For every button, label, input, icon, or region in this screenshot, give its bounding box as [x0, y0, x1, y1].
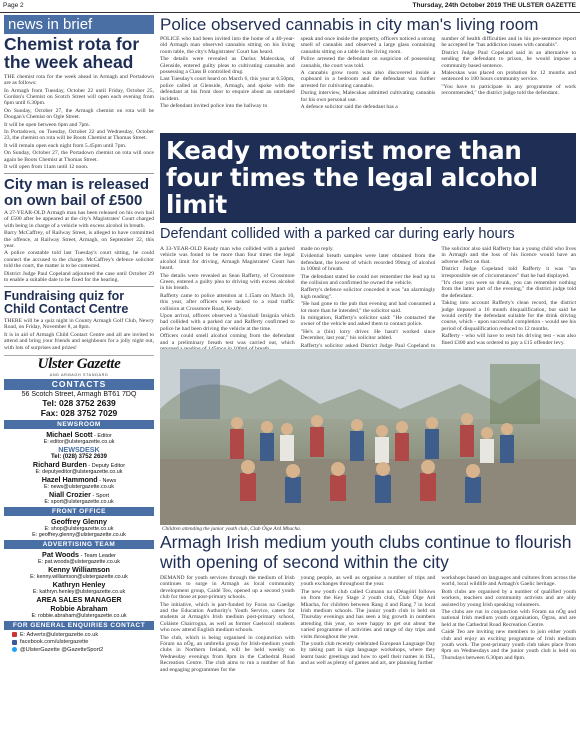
news-in-brief-sidebar	[4, 15, 154, 731]
page-number: Page 2	[3, 2, 24, 9]
newsdesk-label: NEWSDESK	[58, 444, 100, 454]
address: 56 Scotch Street, Armagh BT61 7DQ	[21, 390, 137, 398]
email-link[interactable]: E: Adverts@ulstergazette.co.uk	[4, 631, 154, 639]
contact-email[interactable]: E: shop@ulstergazette.co.uk	[44, 525, 114, 532]
date-and-paper: Thursday, 24th October 2019 THE ULSTER GAZETTE	[412, 2, 576, 9]
contact-email[interactable]: E: geoffrey.glenny@ulstergazette.co.uk	[32, 531, 126, 538]
drink-drive-headline: Keady motorist more than four times the legal alcohol limit	[160, 133, 576, 223]
drink-drive-body: A 33-YEAR-OLD Keady man who collided with a parked vehicle was found to be more than four times the legal alcohol limit for driving, Armagh Magistrates' Court has heard. The details were revealed as Sean Rafferty, of Crossmore Green, entered a guilty plea to driving with excess alcohol in his breath. Rafferty came to police attention at 1.15am on March 10, this year, after officers were tasked to a road traffic collision at Crossmore Road, Keady. Upon arrival, officers observed a Vauxhall Insignia which had collided with a parked car and Rafferty confirmed to police he had been driving the vehicle at the time. Officers could smell alcohol coming from the defendant and a preliminary breath test was carried out, which made no reply. Evidential breath samples were later obtained from the defendant, the lowest of which recorded 99mcg of alcohol in 100ml of breath. The defendant stated he could not remember the lead up to the collision and confirmed he owned the vehicle. Rafferty's defence solicitor conceded it was "an alarmingly high reading". "He had gone to the pub that evening and had consumed a lot more than he intended," the solicitor said. In mitigation, Rafferty's solicitor said: "He contacted the owner of the vehicle and asked them to contact police. "He's a (bin) lorry driver. He hasn't worked since December, last year," his solicitor added. Rafferty's solicitor asked District Judge Paul Copeland to The solicitor also said Rafferty has a young child who lives in Armagh and the loss of his licence would have an adverse effect on that. District Judge Copeland told Rafferty it was "an irresponsible set of circumstances" that he had displayed. "It's clear you were so drunk, you can remember nothing from the latter part of the evening," the district judge told the defendant. Taking into account Rafferty's clean record, the district judge imposed a 16 month disqualification, but said he would certify the defendant suitable for the drink driving course, which - upon successful completion - would see his period of disqualification reduced to 12 months. Rafferty - who will have to resit his driving test - was also fined £300 and was ordered to pay a £15 offender levy.	[160, 246, 576, 349]
contact-email[interactable]: E: deputyeditor@ulstergazette.co.uk	[35, 468, 123, 475]
cannabis-headline: Police observed cannabis in city man's living room	[160, 15, 539, 34]
brief-headline-quiz: Fundraising quiz for Child Contact Centre	[4, 289, 129, 317]
advertising-team-label: ADVERTISING TEAM	[4, 540, 154, 549]
photo-illustration	[160, 349, 576, 525]
contact-name: Richard Burden - Deputy Editor	[32, 459, 126, 469]
contact-name: Robbie Abraham	[50, 603, 108, 613]
brief-body-quiz: THERE will be a quiz night in County Armagh Golf Club, Newry Road, on Friday, November 8, at 8pm. It is in aid of Armagh Child Contact Centre and all are invited to attend and bring your friends and neighbours for a jolly night out, with lots of surprises and prizes!	[4, 317, 154, 351]
divider	[4, 173, 154, 174]
youth-club-body: DEMAND for youth services through the medium of Irish continues to surge in Armagh as local community development group, Caidé Teo, opened up a second youth club for those at post-primary schools. The initiative, which is part-funded by Foras na Gaeilge and the Education Authority's Youth Service, caters for students at Armagh's Irish medium post-primary school, Coláiste Chairrogna, as well as former Gaelscoil students who now attend English medium schools. The club, which is being organised in conjunction with Fóram na nÓg, an umbrella group for Irish-medium youth clubs in Northern Ireland, will be held weekly on Wednesday evenings from 8pm in the Cathedral Road Recreation Centre. The club aims to run a number of fun and engaging programmes for the young people, as well as organise a number of trips and youth exchanges throughout the year. The new youth club called Cumann na nDéagóirí follows on from the Key Stage 2 youth club, Club Óige Ard Mhacha, for children between Rang 4 and Rang 7 in local Irish medium schools. The junior youth club is held on Thursday evenings and has seen a big growth in numbers attending this year, so were happy to get out about the varied programme of activities and range of day trips and visits throughout the year. The youth club recently celebrated European Language Day by taking part in sign language workshops, where they learnt basic greetings and how to spell their names in ISL, and as well as plenty of games and art, are planning further workshops based on languages and cultures from across the world, local wildlife and Armagh's Gaelic heritage. Both clubs are organised by a number of qualified youth workers, teachers and community activists and are ably assisted by young Irish speaking volunteers. The clubs are run in conjunction with Fóram na nÓg and national Irish medium youth organisation, Ógras, and are held at the Cathedral Road Recreation Centre. Caidé Teo are inviting new members to join either youth club and enjoy an exciting programme of Irish medium youth work. The post-primary youth club takes place from 8pm on Wednesdays and the junior youth club is held on Thursdays between 6.30pm and 8pm.	[160, 575, 576, 673]
divider	[4, 286, 154, 287]
twitter-link[interactable]: @UlsterGazette @GazetteSport2	[4, 646, 154, 654]
brief-body-bail: A 27-YEAR-OLD Armagh man has been released on his own bail of £500 after he appeared at the city's Magistrates' Court charged with being in charge of a vehicle with excess alcohol in breath. Barry McCaffrey, of Railway Street, is alleged to have committed the offence, at Railway Street, Armagh, on September 22, this year. A police constable told last Tuesday's court sitting, he could connect the accused to the charge. McCaffrey's defence solicitor told the court, the matter is to be contested. District Judge Paul Copeland adjourned the case until October 29 to enable a suitable date to be fixed for the hearing.	[4, 209, 154, 284]
contact-name: Kathryn Henley	[52, 579, 106, 589]
facebook-icon	[12, 640, 17, 645]
youth-club-photo-block	[160, 349, 576, 533]
youth-club-headline: Armagh Irish medium youth clubs continue to flourish with opening of second within the city	[160, 532, 572, 572]
contact-name: Kenny Williamson	[48, 564, 110, 574]
front-office-label: FRONT OFFICE	[4, 507, 154, 516]
contact-email[interactable]: E: sport@ulstergazette.co.uk	[44, 498, 114, 505]
youth-club-photo	[160, 349, 576, 525]
contact-name: Michael Scott - Editor	[46, 429, 112, 439]
logo-subtitle: AND ARMAGH STANDARD	[49, 372, 109, 377]
youth-club-story	[160, 532, 576, 730]
brief-headline-bail: City man is released on own bail of £500	[4, 176, 150, 209]
email-icon	[12, 632, 17, 637]
contact-name: Hazel Hammond - News	[41, 474, 117, 484]
brief-body-chemist: THE chemist rota for the week ahead in Armagh and Portadown are as follows: In Armagh from Tuesday, October 22 until Friday, October 25, Gordon's Chemist on Scotch Street will open each evening from 6pm until 6.30pm. On Sunday, October 27, the Armagh chemist on rota will be Dougan's Chemist on Ogle Street. It will be open between 6pm and 7pm. In Portadown, on Tuesday, October 22 and Wednesday, October 23, the chemist on rota will be Boots Chemist at Thomas Street. It will remain open each night from 5.45pm until 7pm. On Sunday, October 27, the Portadown chemist on rota will once again be Boots Chemist at Thomas Street. It will open from 11am until 12 noon.	[4, 73, 154, 170]
contact-email[interactable]: E: kathryn.henley@ulstergazette.co.uk	[32, 588, 126, 595]
general-enquiries-label: FOR GENERAL ENQUIRIES CONTACT	[4, 621, 154, 630]
newsdesk-tel: Tel: (028) 3752 2639	[51, 453, 107, 460]
contact-email[interactable]: E: pat.woods@ulstergazette.co.uk	[38, 558, 120, 565]
newsroom-label: NEWSROOM	[4, 420, 154, 429]
twitter-icon	[12, 647, 17, 652]
photo-caption: Children attending the junior youth club, Club Óige Ard Mhacha.	[162, 526, 302, 532]
contact-email[interactable]: E: news@ulstergazette.co.uk	[44, 483, 114, 490]
facebook-link[interactable]: facebook.com/ulstergazette	[4, 638, 154, 646]
brief-headline-chemist: Chemist rota for the week ahead	[4, 34, 140, 72]
cannabis-body: POLICE who had been invited into the home of a 40-year-old Armagh man observed cannabis sitting on his living room table, the city's Magistrates' Court has heard. The details were revealed as Darius Malecskas, of Glenside, entered guilty pleas to cultivating cannabis and possessing a Class B controlled drug. Last Tuesday's court heard on March 6, this year at 6.50pm, police called at Glenside, Armagh, and spoke with the defendant at his front door to enquire about an unrelated incident. The defendant invited police into the hallway to speak and once inside the property, officers noticed a strong smell of cannabis and observed a large glass containing cannabis sitting on a table in the living room. Police arrested the defendant on suspicion of possessing cannabis, the court was told. A cannabis grow room was also discovered inside a cupboard in a bedroom and the defendant was further arrested for cultivating cannabis. During interview, Malecskas admitted cultivating cannabis for his own personal use. A defence solicitor said the defendant has a number of health difficulties and in his pre-sentence report he accepted he "has addiction issues with cannabis". District Judge Paul Copeland said in an alternative to sending the defendant to prison, he would impose a community based sentence. Malecskas was placed on probation for 12 months and sentenced to 100 hours community service. "You have to participate in any programme of work recommended," the district judge told the defendant.	[160, 36, 576, 111]
section-label: news in brief	[4, 15, 154, 34]
contact-name: Pat Woods - Team Leader	[42, 549, 116, 559]
ulster-gazette-logo: Ulster Gazette	[37, 355, 121, 372]
page-header	[0, 2, 580, 13]
fax: Fax: 028 3752 7029	[40, 407, 118, 418]
drink-drive-subhead: Defendant collided with a parked car during early hours	[160, 226, 515, 242]
contact-email[interactable]: E: robbie.abraham@ulstergazette.co.uk	[31, 612, 127, 619]
area-sales-label: AREA SALES MANAGER	[36, 594, 122, 604]
contacts-title: CONTACTS	[4, 379, 154, 390]
contacts-box	[4, 355, 154, 654]
contact-name: Niall Crozier - Sport	[49, 489, 109, 499]
contact-email[interactable]: E: kenny.williamson@ulstergazette.co.uk	[30, 573, 128, 580]
contact-name: Geoffrey Glenny	[51, 516, 107, 526]
telephone: Tel: 028 3752 2639	[42, 397, 116, 408]
cannabis-story	[160, 15, 576, 118]
drink-drive-story	[160, 133, 576, 378]
contact-email[interactable]: E: editor@ulstergazette.co.uk	[43, 438, 115, 445]
